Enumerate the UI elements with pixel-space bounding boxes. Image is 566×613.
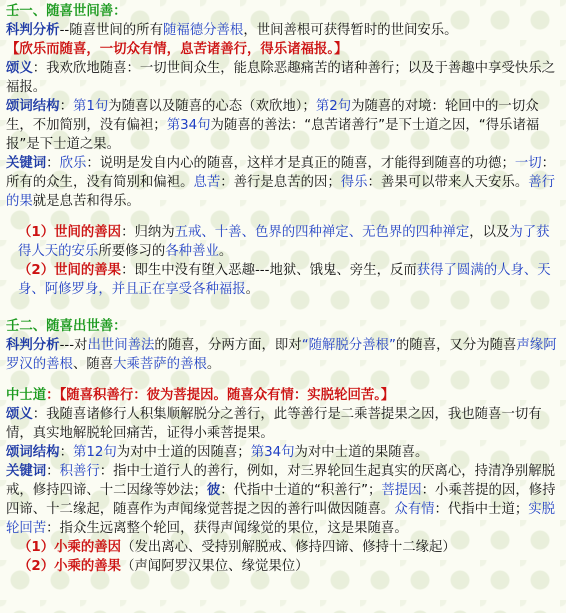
keywords-label: 关键词 <box>6 464 47 479</box>
keywords-paragraph: 关键词：积善行：指中士道行人的善行，例如，对三界轮回生起真实的厌离心，持清净别解脱戒，修持四谛、十二因缘等妙法；彼：代指中士道的“积善行”；菩提因：小乘菩提的因，修持四谛、十二缘起，随喜作为声闻缘觉菩提之因的善行叫做因随喜。众有情：代指中士道；实脱轮回苦：指众生远离整个轮回，获得声闻缘觉的果位，这是果随喜。 <box>6 464 556 536</box>
result-label: （2）世间的善果 <box>18 263 122 278</box>
middle-path-paragraph <box>6 386 560 405</box>
cause-label: （1）世间的善因 <box>18 225 122 240</box>
structure-label: 颂词结构 <box>6 445 60 460</box>
analysis-paragraph: 科判分析---对出世间善法的随喜，分两方面，即对“随解脱分善根”的随喜，又分为随喜声缘阿罗汉的善根、随喜大乘菩萨的善根。 <box>6 338 557 372</box>
song-label: 颂义 <box>6 61 33 76</box>
song-paragraph: 颂义：我随喜诸修行人积集顺解脱分之善行，此等善行是二乘菩提果之因，我也随喜一切有情，真实地解脱轮回痛苦，证得小乘菩提果。 <box>6 407 542 441</box>
analysis-paragraph: 科判分析--随喜世间的所有随福德分善根，世间善根可获得暂时的世间安乐。 <box>6 23 458 38</box>
section-title: 壬一、随喜世间善： <box>6 4 127 19</box>
result-paragraph: （2）世间的善果：即生中没有堕入恶趣---地狱、饿鬼、旁生，反而获得了圆满的人身、天身、阿修罗身，并且正在享受各种福报。 <box>18 263 551 297</box>
result-label: （2）小乘的善果 <box>18 559 122 574</box>
middle-path-label: 中士道 <box>6 388 47 403</box>
analysis-label: 科判分析 <box>6 338 60 353</box>
structure-paragraph: 颂词结构：第12句为对中士道的因随喜；第34句为对中士道的果随喜。 <box>6 445 429 460</box>
spacer <box>6 299 560 317</box>
cause-label: （1）小乘的善因 <box>18 540 122 555</box>
keywords-label: 关键词 <box>6 156 47 171</box>
result-paragraph: （2）小乘的善果（声闻阿罗汉果位、缘觉果位） <box>18 559 309 574</box>
middle-path-verse: ：【随喜积善行：彼为菩提因。随喜众有情：实脱轮回苦。】 <box>46 388 395 403</box>
structure-label: 颂词结构 <box>6 99 60 114</box>
song-paragraph: 颂义：我欢欣地随喜：一切世间众生，能息除恶趣痛苦的诸种善行；以及于善趣中享受快乐之福报。 <box>6 61 556 95</box>
verse: 【欣乐而随喜，一切众有情，息苦诸善行，得乐诸福报。】 <box>6 42 348 57</box>
spacer <box>6 211 560 223</box>
cause-paragraph: （1）小乘的善因（发出离心、受持别解脱戒、修持四谛、修持十二缘起） <box>18 540 456 555</box>
keywords-paragraph: 关键词：欣乐：说明是发自内心的随喜，这样才是真正的随喜，才能得到随喜的功德；一切：所有的众生，没有简别和偏袒。息苦：善行是息苦的因；得乐：善果可以带来人天安乐。善行的果就是息苦和得乐。 <box>6 156 556 209</box>
structure-paragraph: 颂词结构：第1句为随喜以及随喜的心态（欢欣地）；第2句为随喜的对境：轮回中的一切众生，不加简别，没有偏袒；第34句为随喜的善法：“息苦诸善行”是下士道之因，“得乐诸福报”是下士道之果。 <box>6 99 540 152</box>
analysis-label: 科判分析 <box>6 23 60 38</box>
section-title: 壬二、随喜出世善： <box>6 319 127 334</box>
cause-paragraph: （1）世间的善因：归纳为五戒、十善、色界的四种禅定、无色界的四种禅定，以及为了获得人天的安乐所要修习的各种善业。 <box>18 225 550 259</box>
spacer <box>6 374 560 386</box>
song-label: 颂义 <box>6 407 33 422</box>
